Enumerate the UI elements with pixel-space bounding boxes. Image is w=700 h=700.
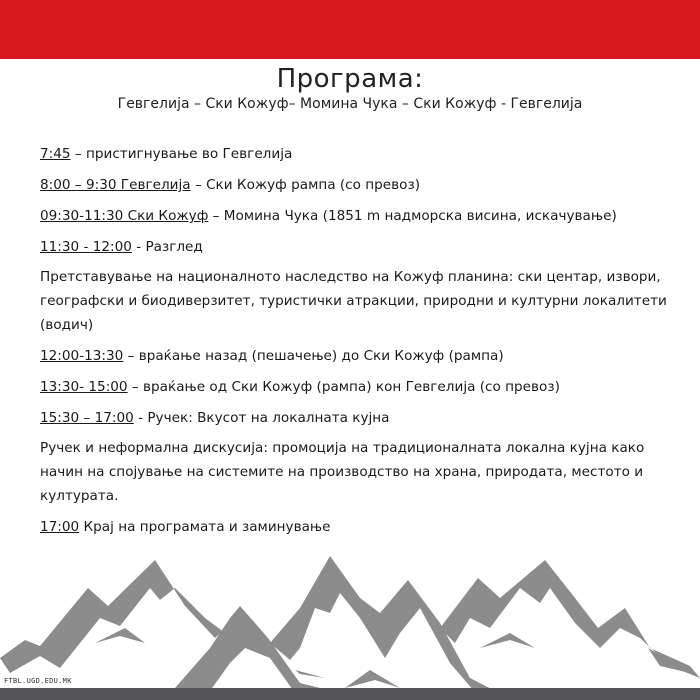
footer-bar <box>0 688 700 700</box>
schedule-text: – враќање од Ски Кожуф (рампа) кон Гевгелија (со превоз) <box>127 379 560 395</box>
schedule-item <box>40 144 670 164</box>
schedule-time: 17:00 <box>40 519 80 535</box>
schedule-text: – пристигнување во Гевгелија <box>70 146 293 162</box>
schedule-text: - Ручек: Вкусот на локалната кујна <box>133 410 390 426</box>
schedule-item <box>40 517 670 537</box>
schedule-list <box>40 144 670 548</box>
schedule-item <box>40 377 670 397</box>
schedule-text: Крај на програмата и заминување <box>79 519 331 535</box>
schedule-time: 09:30-11:30 Ски Кожуф <box>40 208 209 224</box>
schedule-description: Ручек и неформална дискусија: промоција на традиционалната локална кујна како начин на спојување на системите на производство на храна, природата, местото и културата. <box>40 440 645 504</box>
header-red-band <box>0 0 700 59</box>
schedule-text: – Ски Кожуф рампа (со превоз) <box>190 177 421 193</box>
route-subtitle: Гевгелија – Ски Кожуф– Момина Чука – Ски Кожуф - Гевгелија <box>117 96 583 112</box>
schedule-time: 15:30 – 17:00 <box>40 410 134 426</box>
schedule-time: 13:30- 15:00 <box>40 379 128 395</box>
schedule-time: 8:00 – 9:30 Гевгелија <box>40 177 191 193</box>
schedule-time: 12:00-13:30 <box>40 348 124 364</box>
schedule-time: 11:30 - 12:00 <box>40 239 132 255</box>
schedule-description: Претставување на националното наследство на Кожуф планина: ски центар, извори, географски и биодиверзитет, туристички атракции, природни и културни локалитети (водич) <box>40 269 667 333</box>
schedule-item <box>40 408 670 428</box>
page-title: Програма: <box>276 64 424 94</box>
schedule-item <box>40 175 670 195</box>
schedule-item <box>40 237 670 257</box>
schedule-text: - Разглед <box>131 239 203 255</box>
schedule-item <box>40 346 670 366</box>
schedule-time: 7:45 <box>40 146 71 162</box>
schedule-item <box>40 206 670 226</box>
schedule-text: – враќање назад (пешачење) до Ски Кожуф (рампа) <box>123 348 504 364</box>
mountain-range-icon <box>0 548 700 700</box>
schedule-text: – Момина Чука (1851 m надморска висина, искачување) <box>208 208 617 224</box>
footer-url: FTBL.UGD.EDU.MK <box>4 677 72 685</box>
